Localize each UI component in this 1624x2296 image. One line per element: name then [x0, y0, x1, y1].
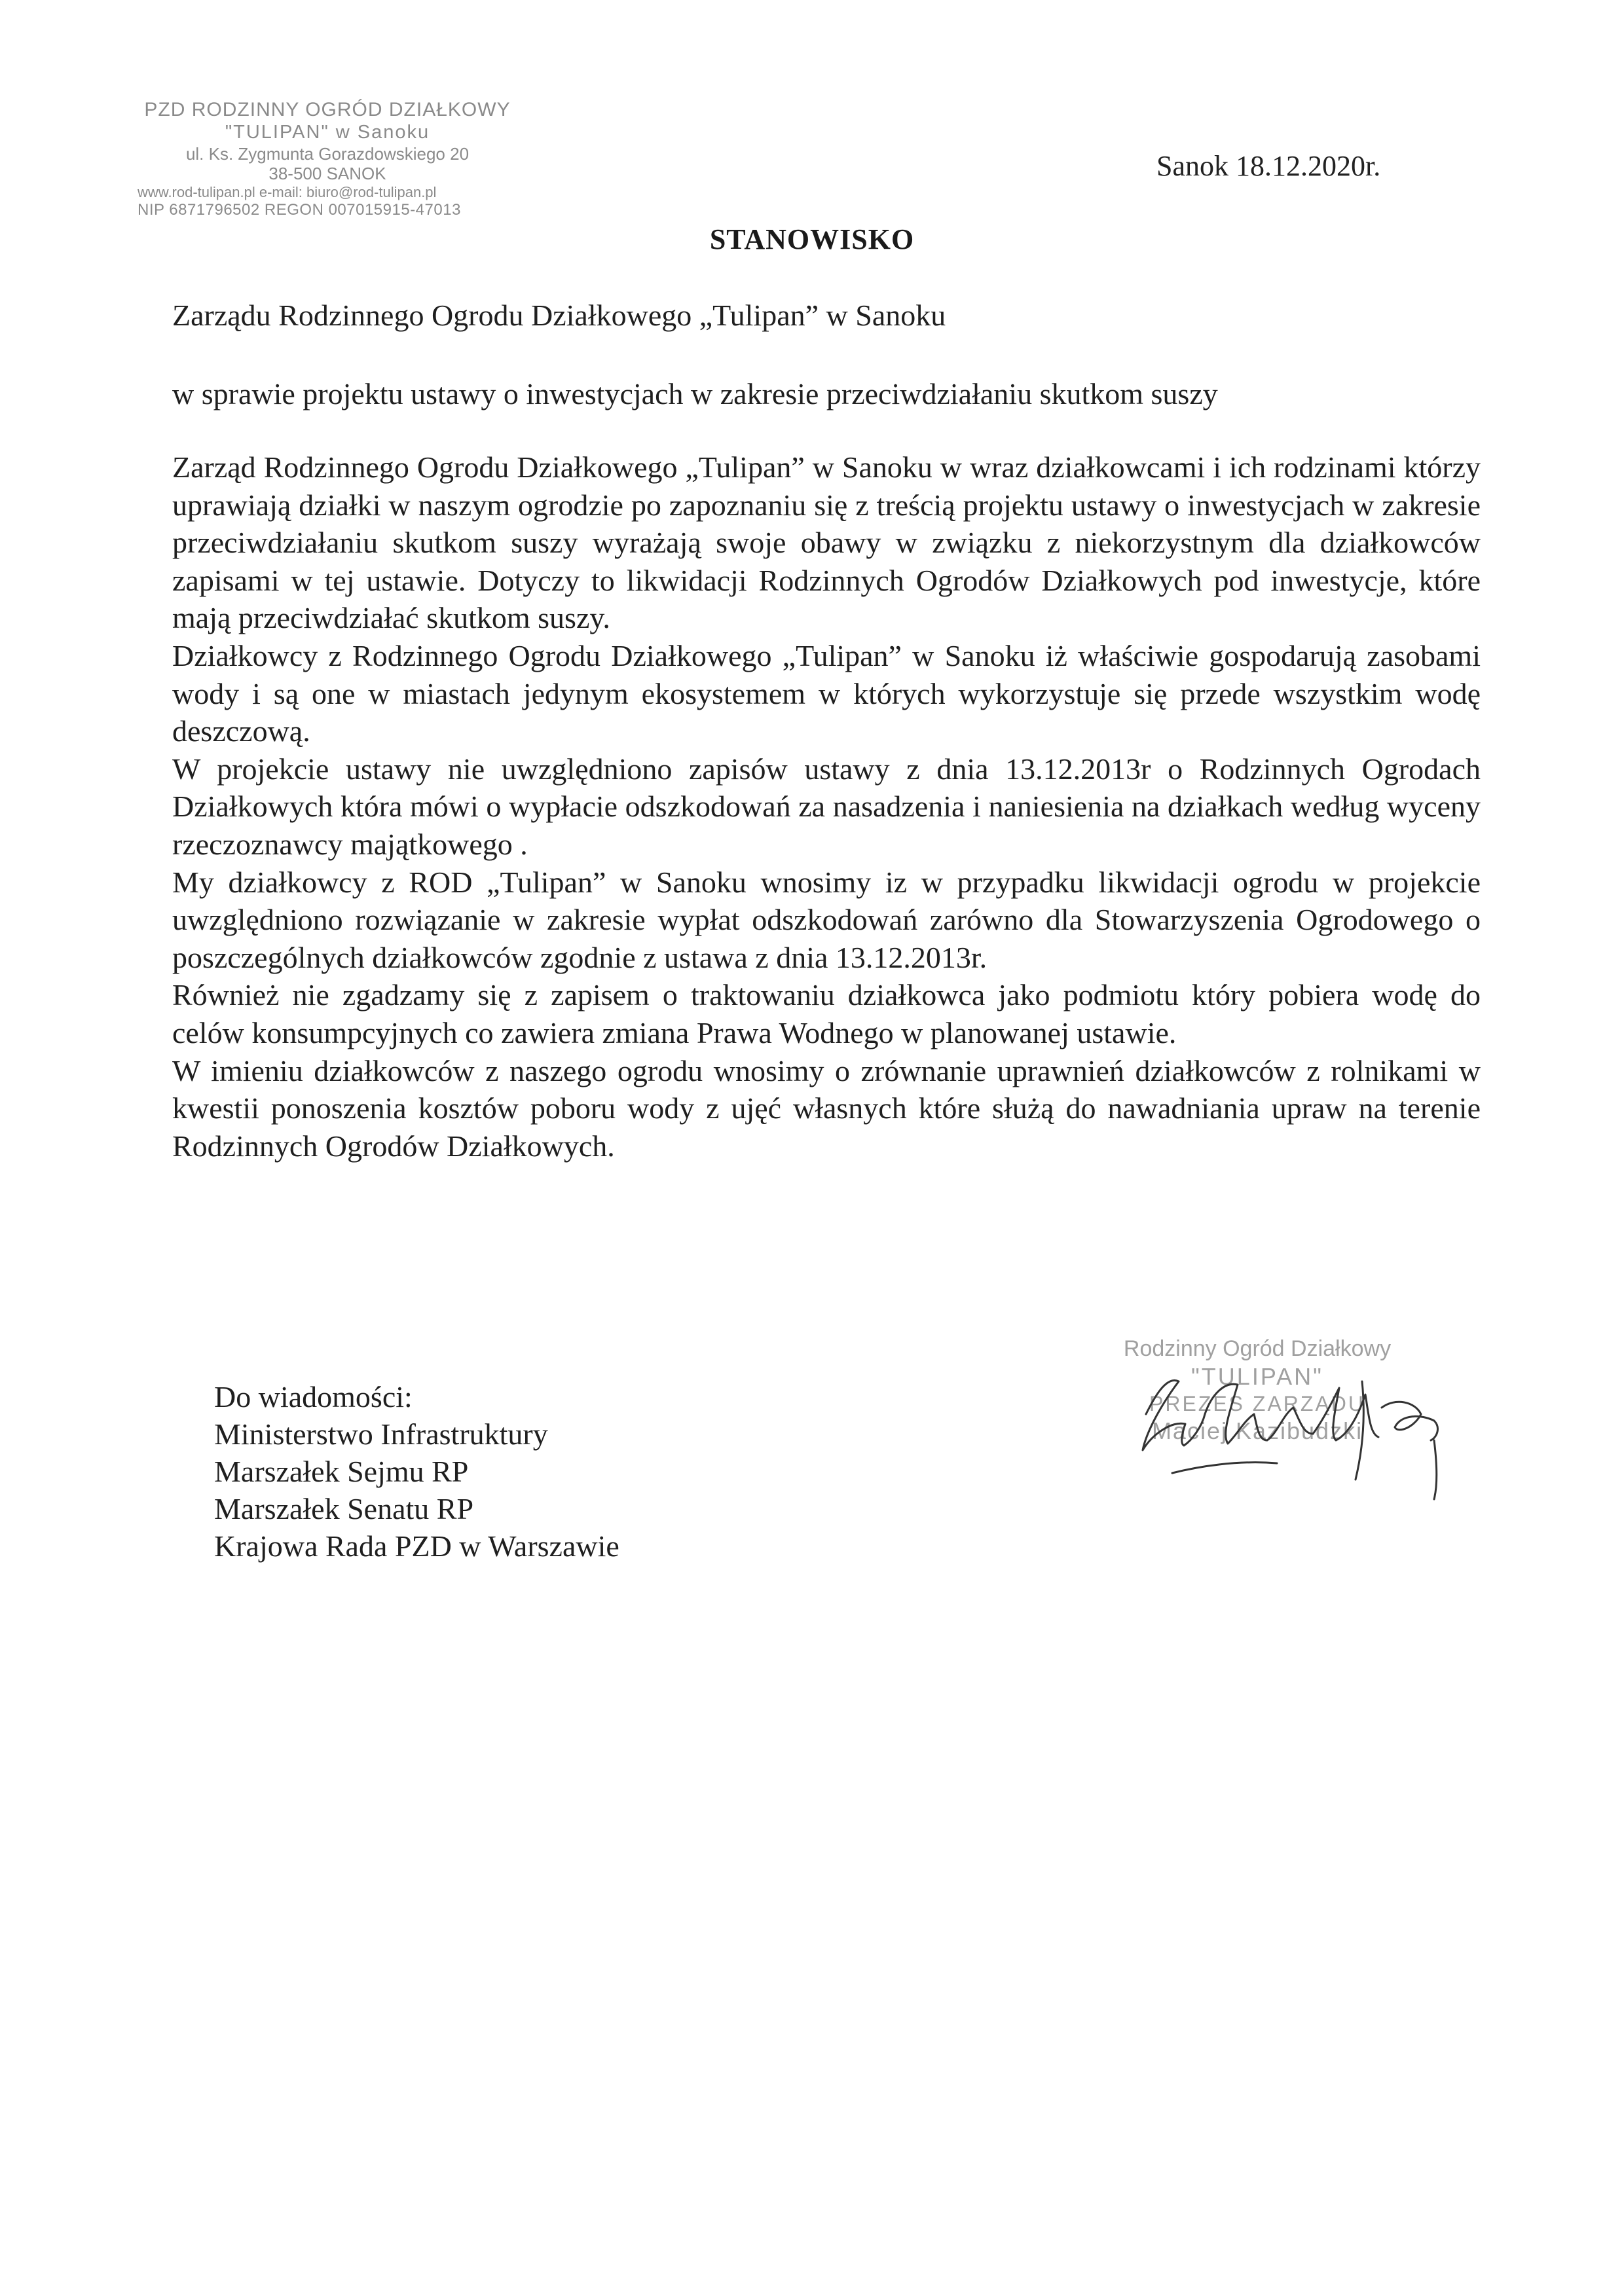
recipient: Marszałek Senatu RP: [214, 1492, 474, 1525]
signature-stamp-garden: "TULIPAN": [1191, 1363, 1323, 1391]
body-paragraph: Zarząd Rodzinnego Ogrodu Działkowego „Tulipan” w Sanoku w wraz działkowcami i ich rodzinami którzy uprawiają działki w naszym ogrodzie po zapoznaniu się z treścią projektu ustawy o inwestycjach w zakresie przeciwdziałaniu skutkom suszy wyrażają swoje obawy w związku z niekorzystnym dla działkowców zapisami w tej ustawie. Dotyczy to likwidacji Rodzinnych Ogrodów Działkowych pod inwestycje, które mają przeciwdziałać skutkom suszy.: [172, 450, 1481, 635]
recipient: Krajowa Rada PZD w Warszawie: [214, 1529, 619, 1563]
stamp-line-garden: "TULIPAN" w Sanoku: [225, 122, 430, 143]
body-paragraph: Działkowcy z Rodzinnego Ogrodu Działkowego „Tulipan” w Sanoku iż właściwie gospodarują zasobami wody i są one w miastach jedynym ekosystemem w których wykorzystuje się przede wszystkim wodę deszczową.: [172, 638, 1481, 748]
body-paragraph: W projekcie ustawy nie uwzględniono zapisów ustawy z dnia 13.12.2013r o Rodzinnych Ogrodach Działkowych która mówi o wypłacie odszkodowań za nasadzenia i naniesienia na działkach według wyceny rzeczoznawcy majątkowego .: [172, 752, 1481, 861]
stamp-line-web: www.rod-tulipan.pl e-mail: biuro@rod-tulipan.pl: [138, 183, 437, 200]
handwritten-signature: [1107, 1336, 1473, 1532]
letter-body: [172, 448, 1481, 1165]
signature-stamp-org: Rodzinny Ogród Działkowy: [1123, 1336, 1392, 1361]
signature-stamp-role: PREZES ZARZĄDU: [1149, 1392, 1366, 1416]
stamp-line-name: PZD RODZINNY OGRÓD DZIAŁKOWY: [144, 99, 511, 120]
subject-issuer: Zarządu Rodzinnego Ogrodu Działkowego „Tulipan” w Sanoku: [172, 299, 946, 332]
organization-stamp: [131, 98, 524, 219]
recipient: Marszałek Sejmu RP: [214, 1455, 469, 1488]
place-date: Sanok 18.12.2020r.: [1156, 150, 1381, 182]
stamp-line-street: ul. Ks. Zygmunta Gorazdowskiego 20: [185, 143, 470, 164]
body-paragraph: W imieniu działkowców z naszego ogrodu wnosimy o zrównanie uprawnień działkowców z rolnikami w kwestii ponoszenia kosztów poboru wody z ujęć własnych które służą do nawadniania upraw na terenie Rodzinnych Ogrodów Działkowych.: [172, 1053, 1481, 1163]
body-paragraph: My działkowcy z ROD „Tulipan” w Sanoku wnosimy iz w przypadku likwidacji ogrodu w projekcie uwzględniono rozwiązanie w zakresie wypłat odszkodowań zarówno dla Stowarzyszenia Ogrodowego o poszczególnych działkowców zgodnie z ustawa z dnia 13.12.2013r.: [172, 865, 1481, 974]
stamp-line-nip: NIP 6871796502 REGON 007015915-47013: [138, 200, 461, 219]
distribution-list: [214, 1378, 619, 1565]
subject-matter: w sprawie projektu ustawy o inwestycjach w zakresie przeciwdziałaniu skutkom suszy: [172, 377, 1218, 410]
recipient: Ministerstwo Infrastruktury: [214, 1417, 548, 1451]
signature-stamp-person: Maciej Kazibudzki: [1151, 1417, 1363, 1445]
document-title: STANOWISKO: [709, 223, 915, 255]
body-paragraph: Również nie zgadzamy się z zapisem o traktowaniu działkowca jako podmiotu który pobiera wodę do celów konsumpcyjnych co zawiera zmiana Prawa Wodnego w planowanej ustawie.: [172, 978, 1481, 1049]
distribution-heading: Do wiadomości:: [214, 1380, 413, 1413]
stamp-line-city: 38-500 SANOK: [268, 164, 386, 184]
